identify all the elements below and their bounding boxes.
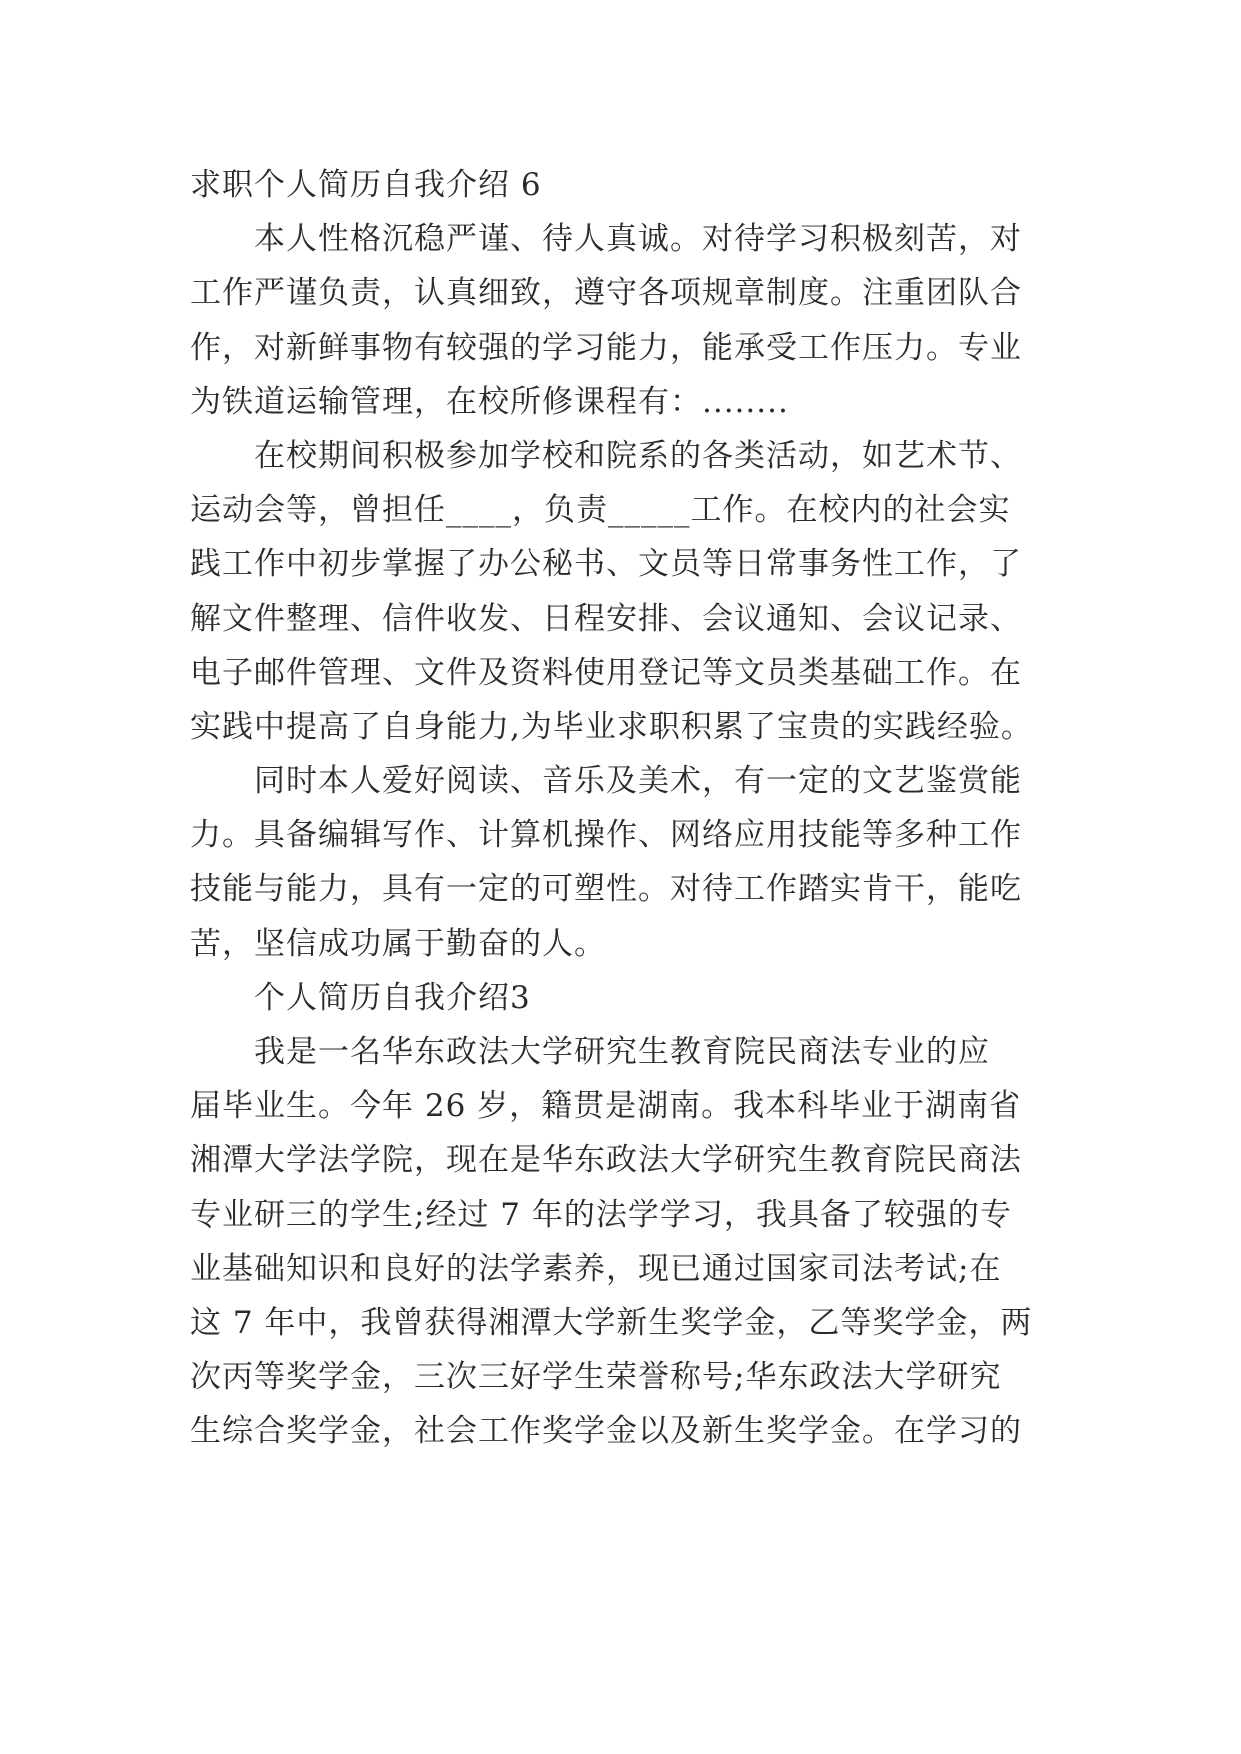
paragraph-line: 运动会等，曾担任____，负责_____工作。在校内的社会实 [190, 492, 1011, 529]
paragraph-line: 本人性格沉稳严谨、待人真诚。对待学习积极刻苦，对 [254, 221, 1022, 258]
paragraph-line: 工作严谨负责，认真细致，遵守各项规章制度。注重团队合 [190, 275, 1022, 312]
paragraph-line: 实践中提高了自身能力,为毕业求职积累了宝贵的实践经验。 [190, 708, 1033, 745]
paragraph-line: 这 7 年中，我曾获得湘潭大学新生奖学金，乙等奖学金，两 [190, 1304, 1033, 1341]
section-heading: 求职个人简历自我介绍 6 [190, 167, 542, 203]
paragraph-line: 业基础知识和良好的法学素养，现已通过国家司法考试;在 [190, 1250, 1002, 1287]
paragraph-line: 解文件整理、信件收发、日程安排、会议通知、会议记录、 [190, 600, 1022, 637]
paragraph-line: 我是一名华东政法大学研究生教育院民商法专业的应 [254, 1034, 990, 1070]
paragraph-line: 在校期间积极参加学校和院系的各类活动，如艺术节、 [254, 437, 1022, 474]
paragraph-line: 电子邮件管理、文件及资料使用登记等文员类基础工作。在 [190, 654, 1022, 691]
paragraph-line: 苦，坚信成功属于勤奋的人。 [190, 925, 606, 962]
paragraph-line: 力。具备编辑写作、计算机操作、网络应用技能等多种工作 [190, 817, 1022, 854]
document-body [190, 158, 1090, 1459]
section-heading: 个人简历自我介绍3 [254, 979, 531, 1016]
paragraph-line: 为铁道运输管理，在校所修课程有：........ [190, 383, 789, 420]
paragraph-line: 作，对新鲜事物有较强的学习能力，能承受工作压力。专业 [190, 329, 1022, 366]
paragraph-line: 次丙等奖学金，三次三好学生荣誉称号;华东政法大学研究 [190, 1359, 1002, 1396]
paragraph-line: 湘潭大学法学院，现在是华东政法大学研究生教育院民商法 [190, 1142, 1022, 1179]
paragraph-line: 技能与能力，具有一定的可塑性。对待工作踏实肯干，能吃 [190, 871, 1022, 908]
paragraph-line: 践工作中初步掌握了办公秘书、文员等日常事务性工作，了 [190, 546, 1022, 583]
paragraph-line: 生综合奖学金，社会工作奖学金以及新生奖学金。在学习的 [190, 1413, 1022, 1450]
paragraph-line: 专业研三的学生;经过 7 年的法学学习，我具备了较强的专 [190, 1196, 1012, 1233]
paragraph-line: 届毕业生。今年 26 岁，籍贯是湖南。我本科毕业于湖南省 [190, 1088, 1022, 1125]
paragraph-line: 同时本人爱好阅读、音乐及美术，有一定的文艺鉴赏能 [254, 763, 1022, 800]
